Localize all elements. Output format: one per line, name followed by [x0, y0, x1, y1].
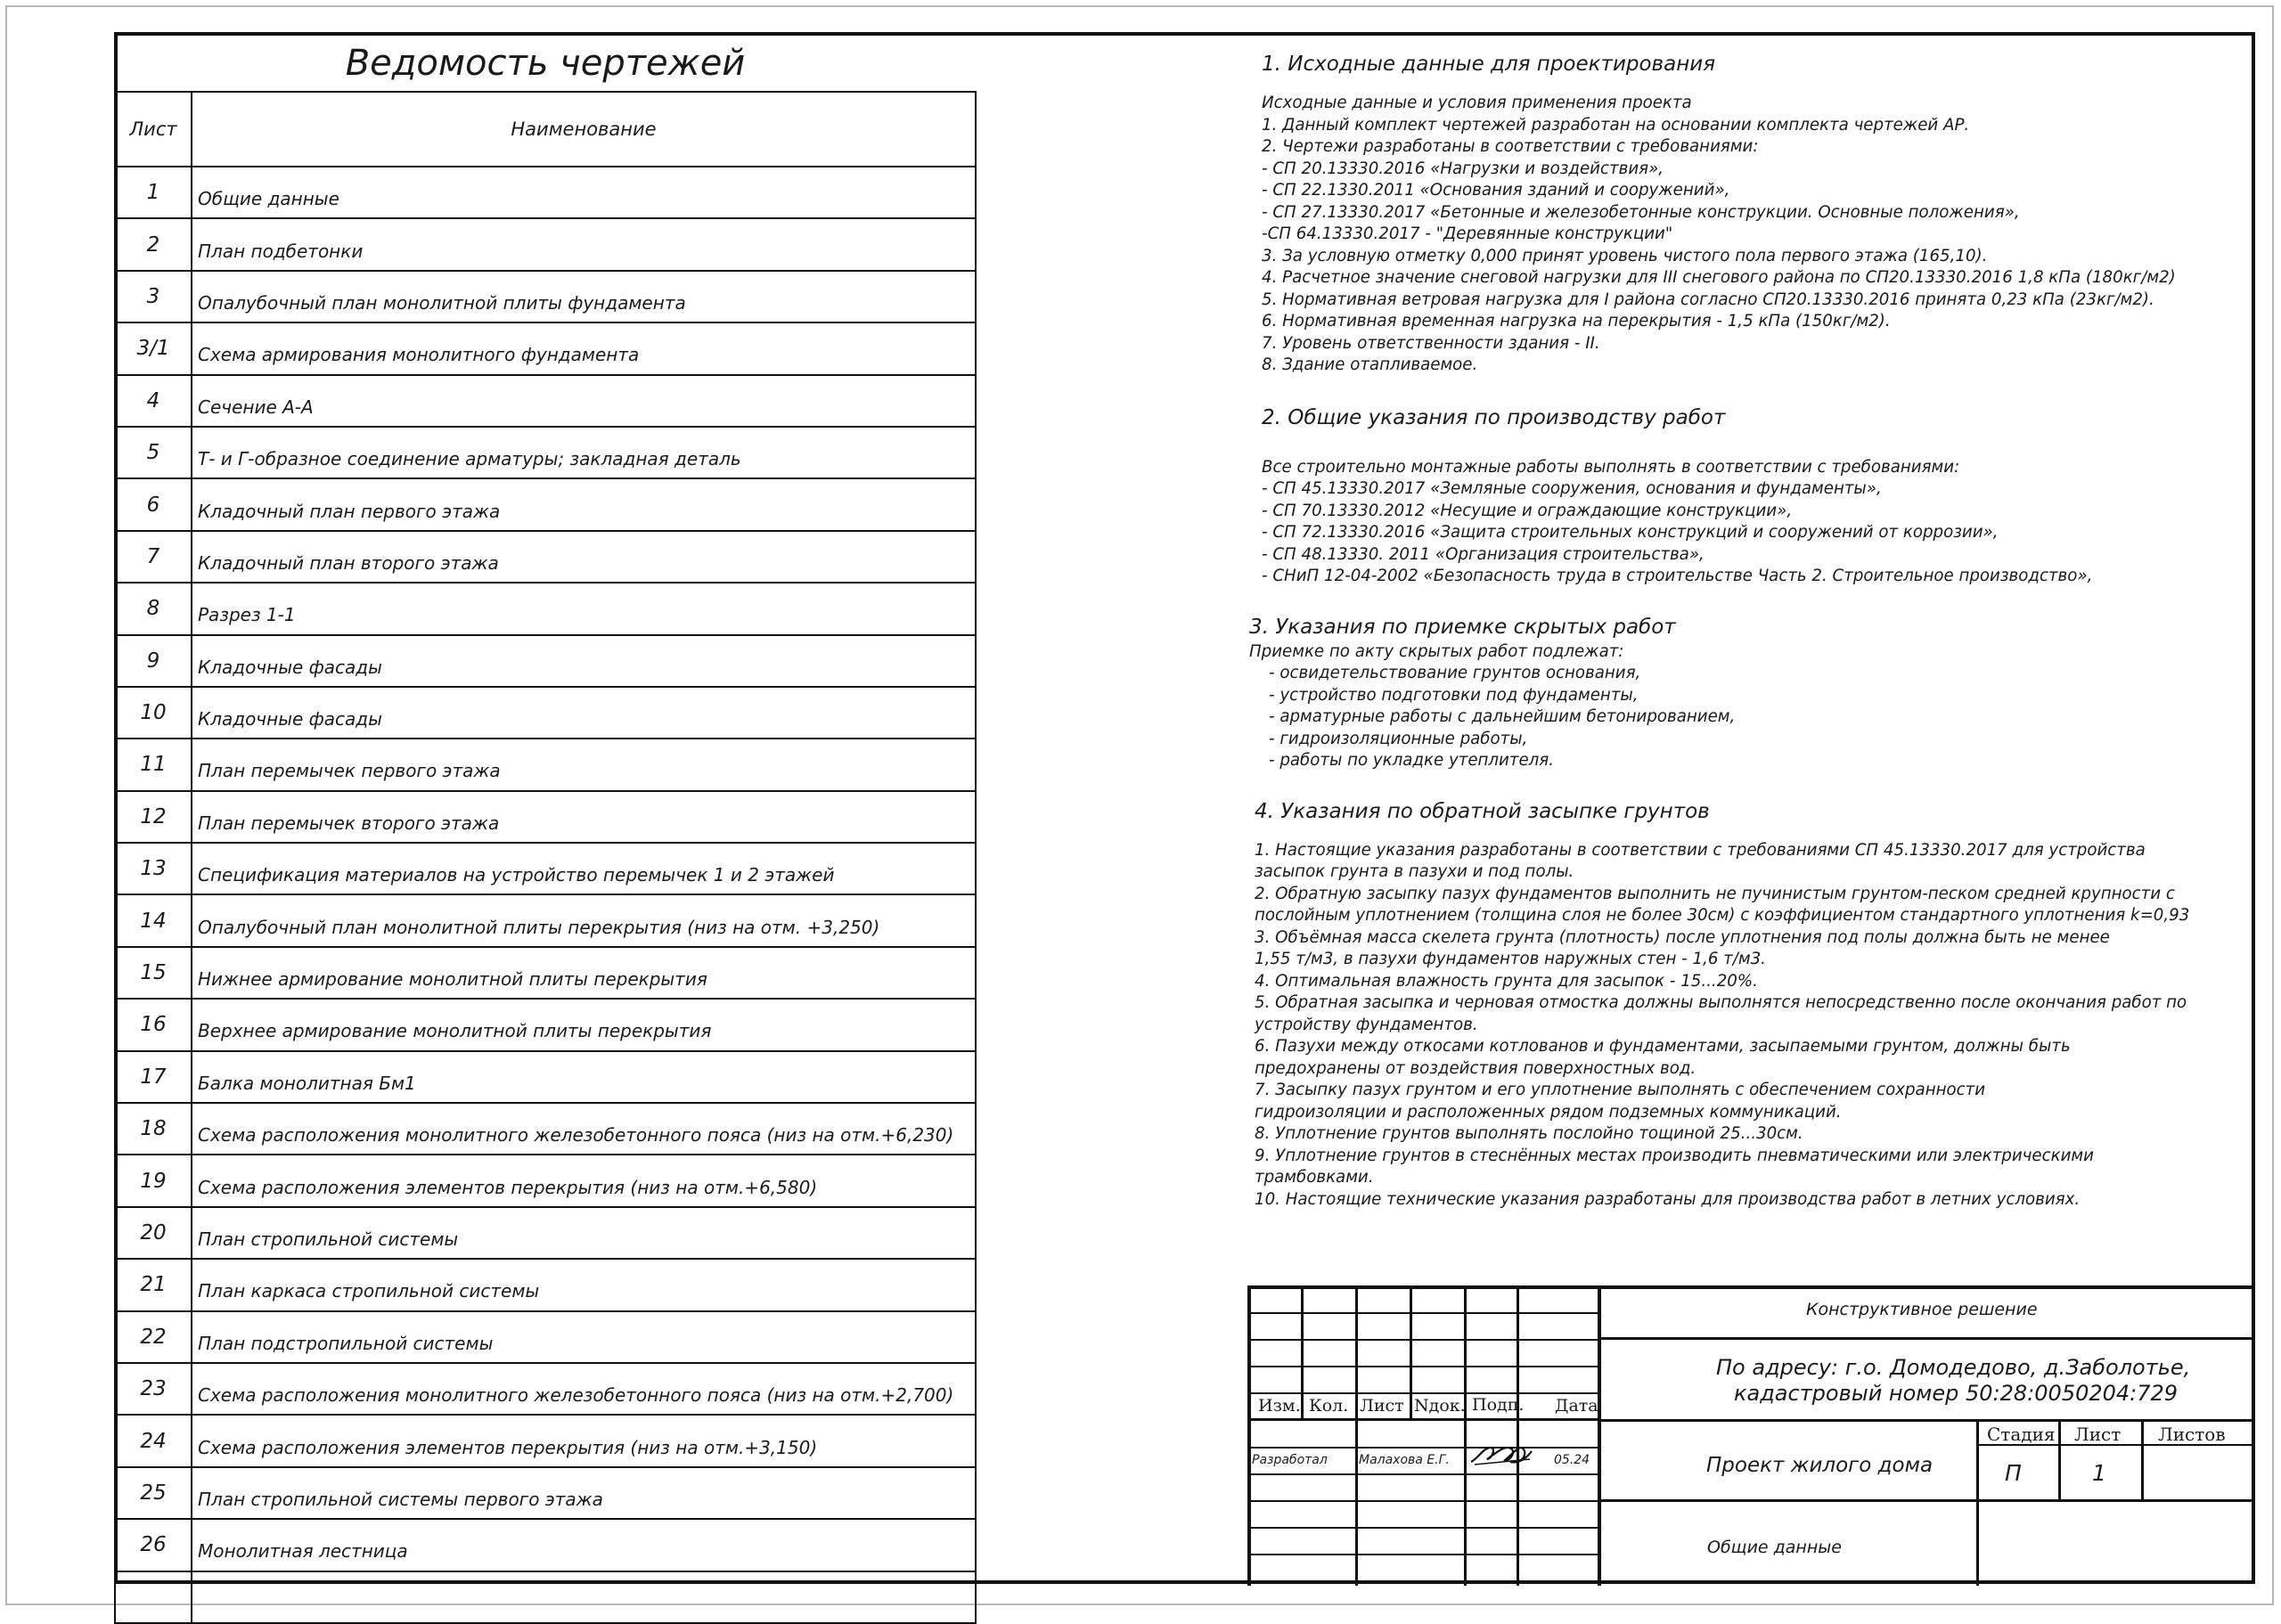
- sheet-name: Кладочные фасады: [192, 687, 976, 739]
- vedomost-row: [115, 739, 976, 790]
- note-line: Исходные данные и условия применения проекта: [1262, 94, 1692, 112]
- vedomost-row: [115, 687, 976, 739]
- section-3-title: 3. Указания по приемке скрытых работ: [1249, 615, 1676, 639]
- note-line: 8. Уплотнение грунтов выполнять послойно тощиной 25...30см.: [1255, 1124, 1803, 1143]
- sheet-name: Разрез 1-1: [192, 583, 976, 634]
- sheet-name: План стропильной системы: [192, 1207, 976, 1259]
- section-3-body: [1249, 641, 2254, 772]
- title-block: [1247, 1285, 2255, 1586]
- sheet-number: 25: [115, 1467, 192, 1519]
- note-line: 1. Настоящие указания разработаны в соответствии с требованиями СП 45.13330.2017 для устройства: [1255, 840, 2146, 860]
- note-line: послойным уплотнением (толщина слоя не более 30см) с коэффициентом стандартного уплотнения k=0,93: [1255, 906, 2190, 925]
- sheet-name: Сечение А-А: [192, 375, 976, 427]
- note-line: - устройство подготовки под фундаменты,: [1269, 685, 1639, 705]
- address-line-2: кадастровый номер 50:28:0050204:729: [1734, 1381, 2179, 1406]
- vedomost-row: [115, 894, 976, 946]
- col-kol: Кол.: [1309, 1396, 1349, 1416]
- sheet-name: Опалубочный план монолитной плиты перекрытия (низ на отм. +3,250): [192, 894, 976, 946]
- sheet-number: 20: [115, 1207, 192, 1259]
- note-line: 2. Обратную засыпку пазух фундаментов выполнить не пучинистым грунтом-песком средней крупности с: [1255, 884, 2175, 903]
- note-line: 3. За условную отметку 0,000 принят уровень чистого пола первого этажа (165,10).: [1262, 246, 1988, 265]
- vedomost-row: [115, 375, 976, 427]
- note-line: 1,55 т/м3, в пазухи фундаментов наружных стен - 1,6 т/м3.: [1255, 950, 1766, 968]
- section-1-title: 1. Исходные данные для проектирования: [1262, 53, 1716, 76]
- note-line: 4. Расчетное значение снеговой нагрузки для III снегового района по СП20.13330.2016 1,8 кПа (180кг/м2): [1262, 268, 2176, 287]
- sheet-name: Схема армирования монолитного фундамента: [192, 322, 976, 374]
- address-line-1: По адресу: г.о. Домодедово, д.Заболотье,: [1716, 1355, 2191, 1380]
- signature-icon: [1466, 1435, 1539, 1471]
- note-line: Все строительно монтажные работы выполнять в соответствии с требованиями:: [1262, 457, 1960, 477]
- sheet-number: 9: [115, 635, 192, 687]
- sheet-name: План стропильной системы первого этажа: [192, 1467, 976, 1519]
- note-line: 7. Засыпку пазух грунтом и его уплотнение выполнять с обеспечением сохранности: [1255, 1081, 1986, 1099]
- note-line: - СП 22.1330.2011 «Основания зданий и сооружений»,: [1262, 181, 1730, 200]
- vedomost-row: [115, 167, 976, 218]
- vedomost-row: [115, 999, 976, 1050]
- note-line: трамбовками.: [1255, 1168, 1374, 1187]
- col-podp: Подп.: [1472, 1395, 1525, 1415]
- note-line: 4. Оптимальная влажность грунта для засыпок - 15...20%.: [1255, 971, 1758, 991]
- sheet-name: Общие данные: [192, 167, 976, 218]
- sheet-name: Верхнее армирование монолитной плиты перекрытия: [192, 999, 976, 1050]
- section-4-title: 4. Указания по обратной засыпке грунтов: [1255, 799, 1710, 823]
- sheet-number: 16: [115, 999, 192, 1050]
- note-line: - СП 72.13330.2016 «Защита строительных конструкций и сооружений от коррозии»,: [1262, 523, 1999, 542]
- vedomost-row: [115, 947, 976, 999]
- vedomost-title: Ведомость чертежей: [345, 43, 746, 84]
- sheet-number: 4: [115, 375, 192, 427]
- note-line: 8. Здание отапливаемое.: [1262, 355, 1478, 374]
- sheet-number: 24: [115, 1415, 192, 1466]
- sheet-name: Балка монолитная Бм1: [192, 1051, 976, 1103]
- razrabotal-label: Разработал: [1252, 1453, 1328, 1467]
- section-3-intro: Приемке по акту скрытых работ подлежат:: [1249, 641, 1624, 661]
- vedomost-row: [115, 271, 976, 322]
- sheet-name: Т- и Г-образное соединение арматуры; закладная деталь: [192, 427, 976, 478]
- sheet-number: 17: [115, 1051, 192, 1103]
- sheet-number: 10: [115, 687, 192, 739]
- col-sheet: Лист: [2074, 1424, 2122, 1445]
- author-name: Малахова Е.Г.: [1359, 1453, 1450, 1467]
- col-izm: Изм.: [1258, 1396, 1301, 1416]
- sheet-number: 26: [115, 1519, 192, 1571]
- note-line: - СП 20.13330.2016 «Нагрузки и воздействия»,: [1262, 159, 1664, 178]
- sheet-number: 3/1: [115, 322, 192, 374]
- empty-cell: [115, 1571, 192, 1623]
- sheet-number: 19: [115, 1155, 192, 1206]
- sheet-number: 22: [115, 1311, 192, 1363]
- col-sheets: Листов: [2158, 1424, 2226, 1445]
- vedomost-row: [115, 843, 976, 894]
- sheet-name: План подбетонки: [192, 218, 976, 270]
- note-line: засыпок грунта в пазухи и под полы.: [1255, 862, 1574, 881]
- sheet-number: 18: [115, 1103, 192, 1155]
- sheet-name: Схема расположения монолитного железобетонного пояса (низ на отм.+6,230): [192, 1103, 976, 1155]
- vedomost-row: [115, 1259, 976, 1310]
- sheet-title: Общие данные: [1707, 1538, 1842, 1557]
- sheet-number: 23: [115, 1363, 192, 1415]
- sheet-name: Нижнее армирование монолитной плиты перекрытия: [192, 947, 976, 999]
- note-line: 3. Объёмная масса скелета грунта (плотность) после уплотнения под полы должна быть не менее: [1255, 927, 2110, 947]
- note-line: 5. Нормативная ветровая нагрузка для I района согласно СП20.13330.2016 принята 0,23 кПа (23кг/м2).: [1262, 290, 2154, 309]
- col-stage: Стадия: [1987, 1424, 2056, 1445]
- vedomost-row: [115, 1467, 976, 1519]
- section-1-body: [1262, 84, 2254, 377]
- note-line: - арматурные работы с дальнейшим бетонированием,: [1269, 707, 1736, 726]
- note-line: гидроизоляции и расположенных рядом подземных коммуникаций.: [1255, 1102, 1842, 1122]
- sheet-number: 12: [115, 791, 192, 843]
- vedomost-header-row: [115, 92, 976, 167]
- col-sheet-header: Лист: [115, 92, 192, 167]
- sheet-number: 11: [115, 739, 192, 790]
- sheet-name: Спецификация материалов на устройство перемычек 1 и 2 этажей: [192, 843, 976, 894]
- sheet-name: Монолитная лестница: [192, 1519, 976, 1571]
- design-solution: Конструктивное решение: [1806, 1300, 2038, 1319]
- vedomost-row: [115, 218, 976, 270]
- note-line: - СП 45.13330.2017 «Земляные сооружения, основания и фундаменты»,: [1262, 479, 1882, 498]
- vedomost-row: [115, 583, 976, 634]
- sheet-name: План перемычек первого этажа: [192, 739, 976, 790]
- vedomost-row: [115, 322, 976, 374]
- col-data: Дата: [1555, 1396, 1598, 1416]
- vedomost-row: [115, 1363, 976, 1415]
- date: 05.24: [1554, 1453, 1590, 1467]
- sheet-number: 7: [115, 531, 192, 583]
- vedomost-row: [115, 427, 976, 478]
- vedomost-row: [115, 1519, 976, 1571]
- sheet-number: 8: [115, 583, 192, 634]
- note-line: - СП 70.13330.2012 «Несущие и ограждающие конструкции»,: [1262, 501, 1793, 520]
- sheet-name: Схема расположения монолитного железобетонного пояса (низ на отм.+2,700): [192, 1363, 976, 1415]
- note-line: 2. Чертежи разработаны в соответствии с требованиями:: [1262, 137, 1759, 156]
- project-name: Проект жилого дома: [1706, 1454, 1934, 1477]
- note-line: - СНиП 12-04-2002 «Безопасность труда в строительстве Часть 2. Строительное производство»,: [1262, 567, 2093, 585]
- note-line: -СП 64.13330.2017 - "Деревянные конструкции": [1262, 224, 1673, 243]
- vedomost-row: [115, 531, 976, 583]
- section-2-body: [1262, 437, 2254, 588]
- note-line: 5. Обратная засыпка и черновая отмостка должны выполнятся непосредственно после окончания работ по: [1255, 993, 2187, 1012]
- note-line: - СП 48.13330. 2011 «Организация строительства»,: [1262, 544, 1705, 564]
- col-list: Лист: [1360, 1396, 1404, 1416]
- col-ndok: Nдок.: [1414, 1396, 1466, 1416]
- section-2-title: 2. Общие указания по производству работ: [1262, 405, 1726, 429]
- vedomost-row: [115, 1155, 976, 1206]
- vedomost-row: [115, 1207, 976, 1259]
- general-notes: [1247, 45, 2254, 1211]
- sheet-number: 13: [115, 843, 192, 894]
- note-line: - гидроизоляционные работы,: [1269, 729, 1528, 748]
- sheet-name: План каркаса стропильной системы: [192, 1259, 976, 1310]
- vedomost-row: [115, 478, 976, 530]
- sheet-number: 21: [115, 1259, 192, 1310]
- vedomost-empty-row: [115, 1571, 976, 1623]
- sheet-number: 5: [115, 427, 192, 478]
- vedomost-row: [115, 1051, 976, 1103]
- sheet-name: Кладочный план первого этажа: [192, 478, 976, 530]
- note-line: 10. Настоящие технические указания разработаны для производства работ в летних условиях.: [1255, 1189, 2081, 1209]
- note-line: 6. Пазухи между откосами котлованов и фундаментами, засыпаемыми грунтом, должны быть: [1255, 1037, 2071, 1056]
- sheet-number: 2: [115, 218, 192, 270]
- sheet-name: Схема расположения элементов перекрытия (низ на отм.+6,580): [192, 1155, 976, 1206]
- sheet-name: Кладочные фасады: [192, 635, 976, 687]
- sheet-number: 15: [115, 947, 192, 999]
- sheet-value: 1: [2092, 1460, 2106, 1486]
- note-line: 9. Уплотнение грунтов в стеснённых местах производить пневматическими или электрическими: [1255, 1146, 2094, 1165]
- note-line: - работы по укладке утеплителя.: [1269, 751, 1554, 770]
- empty-cell: [192, 1571, 976, 1623]
- vedomost-table: [114, 91, 977, 1624]
- note-line: устройству фундаментов.: [1255, 1015, 1478, 1034]
- sheet-number: 6: [115, 478, 192, 530]
- note-line: 7. Уровень ответственности здания - II.: [1262, 333, 1600, 353]
- sheet-name: План перемычек второго этажа: [192, 791, 976, 843]
- sheet-name: Кладочный план второго этажа: [192, 531, 976, 583]
- sheet-name: План подстропильной системы: [192, 1311, 976, 1363]
- note-line: 6. Нормативная временная нагрузка на перекрытия - 1,5 кПа (150кг/м2).: [1262, 312, 1891, 331]
- note-line: - освидетельствование грунтов основания,: [1269, 664, 1641, 682]
- vedomost-row: [115, 635, 976, 687]
- sheet-name: Схема расположения элементов перекрытия (низ на отм.+3,150): [192, 1415, 976, 1466]
- sheet-number: 3: [115, 271, 192, 322]
- note-line: 1. Данный комплект чертежей разработан на основании комплекта чертежей АР.: [1262, 115, 1970, 135]
- vedomost-row: [115, 1103, 976, 1155]
- vedomost-row: [115, 1415, 976, 1466]
- stage-value: П: [2005, 1460, 2022, 1486]
- section-4-body: [1255, 831, 2254, 1212]
- vedomost-row: [115, 791, 976, 843]
- sheet-name: Опалубочный план монолитной плиты фундамента: [192, 271, 976, 322]
- note-line: - СП 27.13330.2017 «Бетонные и железобетонные конструкции. Основные положения»,: [1262, 202, 2020, 222]
- note-line: предохранены от воздействия поверхностных вод.: [1255, 1058, 1696, 1078]
- col-name-header: Наименование: [192, 92, 976, 167]
- sheet-number: 1: [115, 167, 192, 218]
- sheet-number: 14: [115, 894, 192, 946]
- vedomost-row: [115, 1311, 976, 1363]
